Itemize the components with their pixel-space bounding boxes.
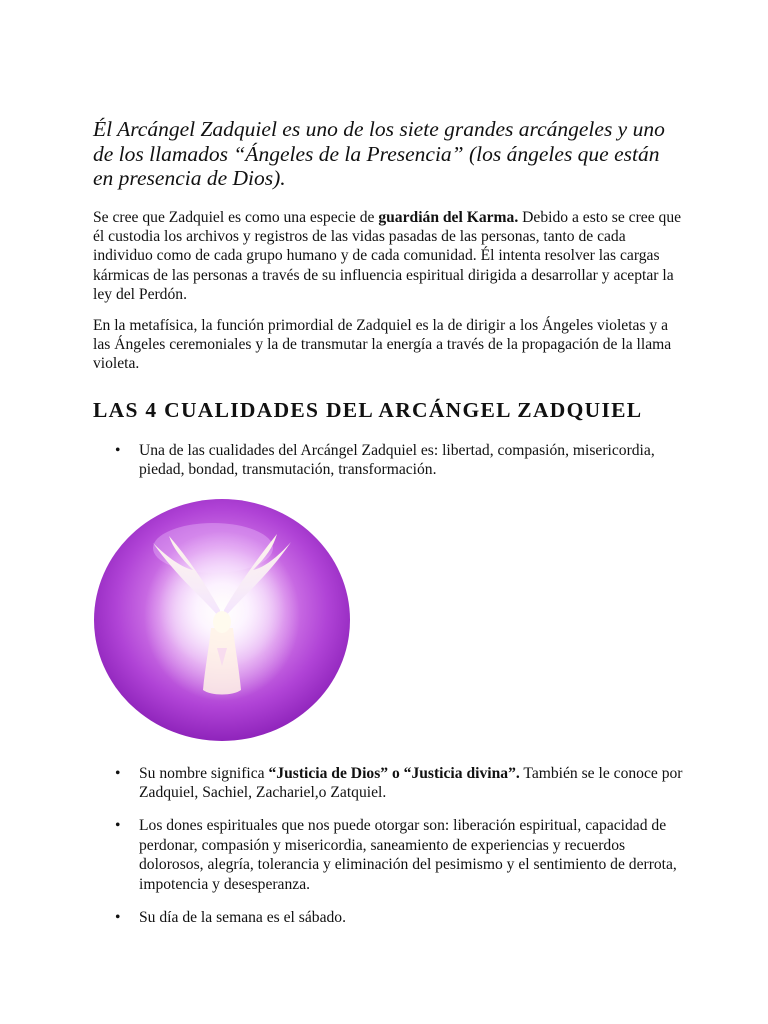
section-heading: LAS 4 CUALIDADES DEL ARCÁNGEL ZADQUIEL	[93, 397, 643, 422]
qualities-list-bottom	[93, 764, 683, 928]
bullet-icon: •	[115, 909, 121, 926]
karma-paragraph-start: Se cree que Zadquiel es como una especie de	[93, 208, 379, 226]
list-item-text	[139, 765, 683, 801]
list-item	[93, 441, 683, 480]
bullet-icon: •	[115, 817, 121, 835]
list-item-text: Una de las cualidades del Arcángel Zadquiel es: libertad, compasión, misericordia, piedad, bondad, transmutación, transformación.	[139, 441, 655, 479]
name-meaning-emphasis: “Justicia de Dios” o “Justicia divina”.	[268, 764, 520, 782]
karma-paragraph	[93, 208, 683, 305]
list-item-text: Los dones espirituales que nos puede otorgar son: liberación espiritual, capacidad de perdonar, compasión y misericordia, saneamiento de experiencias y recuerdos dolorosos, alegría, tolerancia y eliminación del pesimismo y el sentimiento de derrota, impotencia y desesperanza.	[139, 817, 677, 893]
list-item	[93, 764, 683, 803]
bullet-icon: •	[115, 764, 121, 782]
list-item	[93, 908, 683, 927]
angel-image	[93, 498, 351, 742]
metaphysics-paragraph: En la metafísica, la función primordial de Zadquiel es la de dirigir a los Ángeles violetas y a las Ángeles ceremoniales y la de transmutar la energía a través de la propagación de la llama violeta.	[93, 316, 672, 373]
list-item	[93, 816, 683, 894]
karma-paragraph-end: Debido a esto se cree que él custodia los archivos y registros de las vidas pasadas de las personas, tanto de cada individuo como de cada grupo humano y de cada comunidad. Él intenta resolver las cargas kármicas de las personas a través de su influencia espiritual dirigida a desarrollar y aceptar la ley del Perdón.	[93, 208, 682, 304]
angel-head	[213, 611, 231, 633]
karma-guardian-emphasis: guardián del Karma.	[378, 208, 519, 226]
angel-illustration	[93, 498, 351, 742]
name-meaning-end: También se le conoce por Zadquiel, Sachiel, Zachariel,o Zatquiel.	[139, 764, 683, 801]
qualities-list-top	[93, 441, 683, 480]
intro-paragraph: Él Arcángel Zadquiel es uno de los siete grandes arcángeles y uno de los llamados “Ángeles de la Presencia” (los ángeles que están en presencia de Dios).	[93, 117, 665, 190]
document-page	[93, 117, 683, 941]
name-meaning-start: Su nombre significa	[139, 764, 269, 782]
bullet-icon: •	[115, 441, 121, 459]
list-item-text: Su día de la semana es el sábado.	[139, 909, 346, 926]
